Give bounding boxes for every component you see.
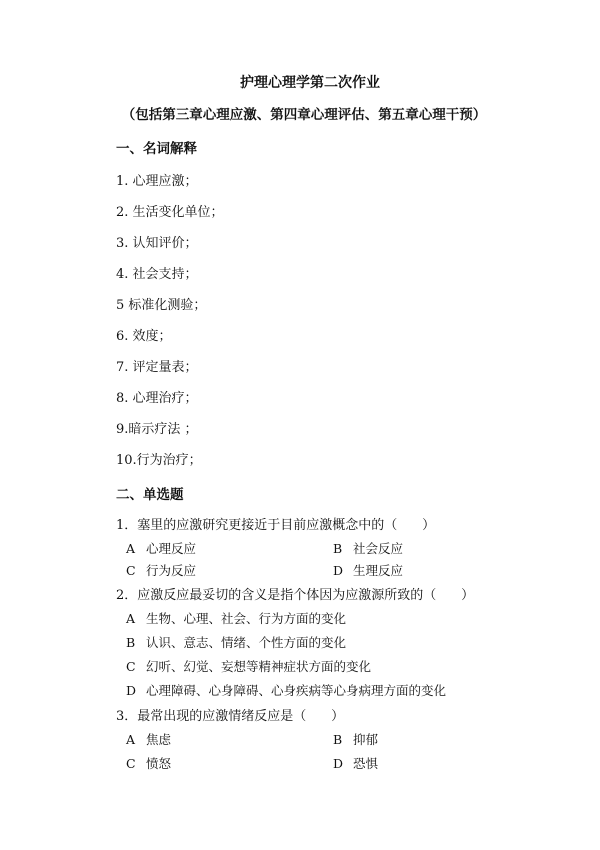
- term-item: 9.暗示疗法 ；: [116, 422, 198, 437]
- option-text: 恐惧: [353, 756, 379, 771]
- option-c: [126, 754, 171, 772]
- option-d: [126, 681, 446, 699]
- document-title: 护理心理学第二次作业: [240, 75, 380, 91]
- option-text: 社会反应: [353, 541, 404, 556]
- option-a: [126, 730, 171, 748]
- option-letter: D: [333, 756, 344, 771]
- option-text: 生理反应: [353, 563, 404, 578]
- option-text: 愤怒: [146, 756, 172, 771]
- option-text: 心理障碍、心身障碍、心身疾病等心身病理方面的变化: [146, 683, 447, 698]
- option-letter: A: [126, 541, 136, 556]
- option-letter: C: [126, 563, 136, 578]
- term-item: 4. 社会支持；: [116, 267, 198, 282]
- question-stem: 2．应激反应最妥切的含义是指个体因为应激源所致的（ ）: [116, 588, 475, 603]
- option-text: 幻听、幻觉、妄想等精神症状方面的变化: [146, 659, 372, 674]
- option-text: 心理反应: [146, 541, 197, 556]
- term-item: 7. 评定量表；: [116, 360, 198, 375]
- option-d: [333, 561, 403, 579]
- option-c: [126, 657, 371, 675]
- option-letter: B: [333, 541, 343, 556]
- option-letter: D: [126, 683, 137, 698]
- term-item: 10.行为治疗；: [116, 453, 202, 468]
- section-heading-single-choice: 二、单选题: [116, 487, 184, 503]
- option-b: [333, 539, 403, 557]
- option-d: [333, 754, 378, 772]
- term-item: 6. 效度；: [116, 329, 172, 344]
- option-text: 行为反应: [146, 563, 197, 578]
- option-letter: C: [126, 659, 136, 674]
- option-text: 抑郁: [353, 732, 379, 747]
- option-letter: C: [126, 756, 136, 771]
- term-item: 5 标准化测验；: [116, 298, 207, 313]
- term-item: 2. 生活变化单位；: [116, 205, 224, 220]
- document-subtitle: （包括第三章心理应激、第四章心理评估、第五章心理干预）: [121, 107, 487, 123]
- option-letter: D: [333, 563, 344, 578]
- option-a: [126, 539, 196, 557]
- option-text: 焦虑: [146, 732, 172, 747]
- term-item: 3. 认知评价；: [116, 236, 198, 251]
- option-a: [126, 609, 346, 627]
- option-c: [126, 561, 196, 579]
- option-b: [333, 730, 378, 748]
- option-letter: A: [126, 611, 136, 626]
- option-text: 生物、心理、社会、行为方面的变化: [146, 611, 347, 626]
- option-letter: A: [126, 732, 136, 747]
- term-item: 1. 心理应激；: [116, 174, 198, 189]
- option-letter: B: [126, 635, 136, 650]
- option-text: 认识、意志、情绪、个性方面的变化: [146, 635, 347, 650]
- option-b: [126, 633, 346, 651]
- option-letter: B: [333, 732, 343, 747]
- question-stem: 1．塞里的应激研究更接近于目前应激概念中的（ ）: [116, 518, 436, 533]
- term-item: 8. 心理治疗；: [116, 391, 198, 406]
- question-stem: 3．最常出现的应激情绪反应是（ ）: [116, 709, 345, 724]
- section-heading-definitions: 一、名词解释: [116, 141, 197, 157]
